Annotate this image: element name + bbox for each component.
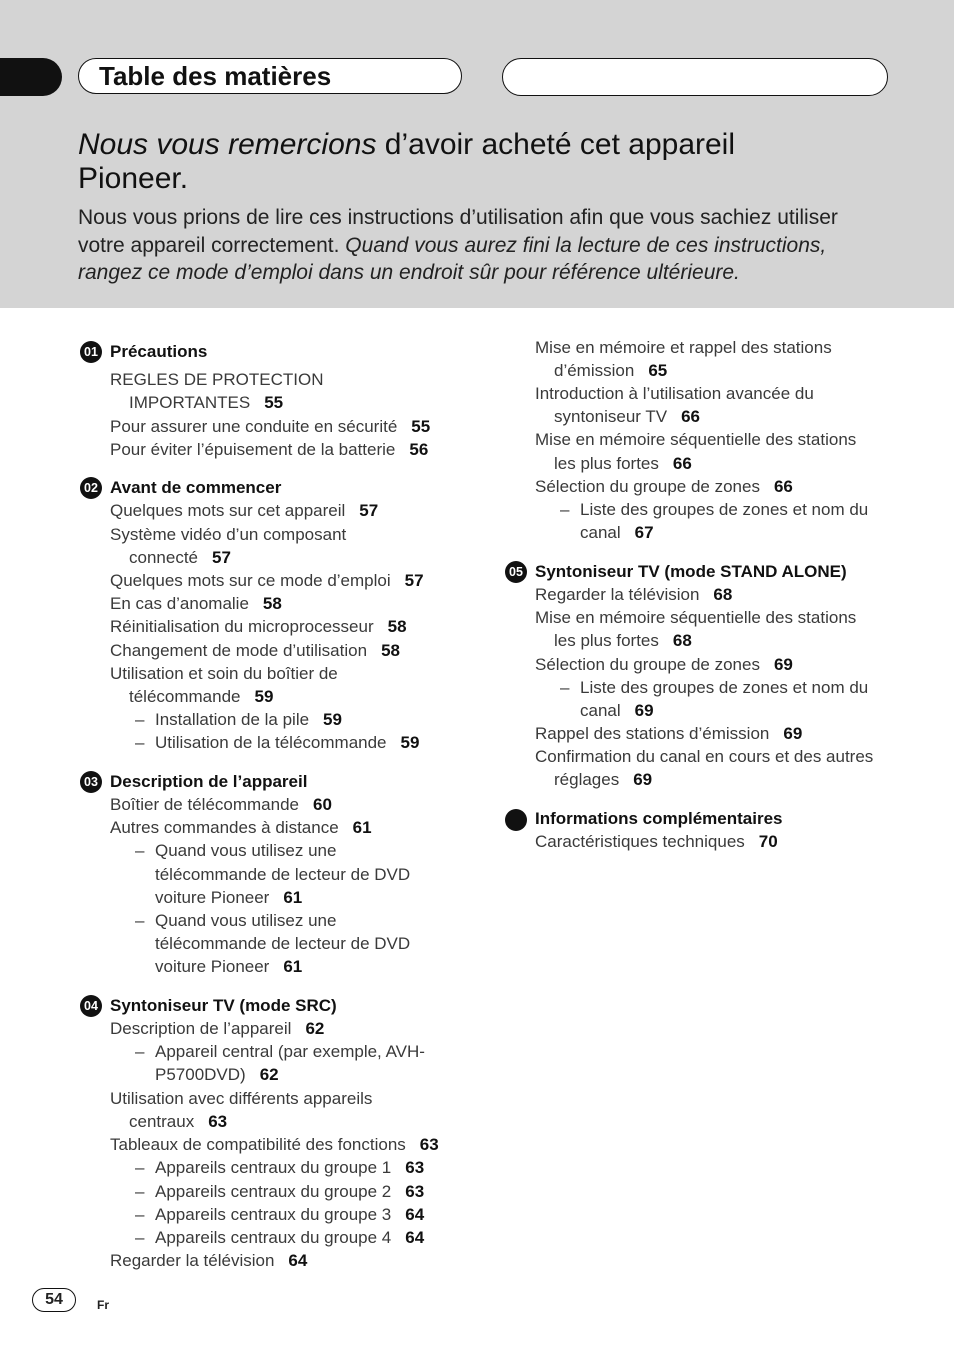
- toc-entry-cont[interactable]: réglages 69: [554, 770, 653, 789]
- toc-subentry-cont[interactable]: voiture Pioneer 61: [155, 957, 303, 976]
- toc-entry[interactable]: Description de l’appareil 62: [110, 1019, 325, 1038]
- toc-entry[interactable]: Sélection du groupe de zones 66: [535, 477, 793, 496]
- page-ref: 67: [634, 523, 654, 542]
- page-ref: 69: [783, 724, 803, 743]
- title-frame: [78, 58, 462, 94]
- intro-line2-italic: Quand vous aurez fini la lecture de ces instructions,: [339, 233, 827, 257]
- toc-entry[interactable]: Pour éviter l’épuisement de la batterie 56: [110, 440, 429, 459]
- toc-subentry-cont[interactable]: télécommande de lecteur de DVD: [155, 934, 411, 953]
- page-ref: 61: [283, 957, 303, 976]
- page-ref: 68: [672, 631, 692, 650]
- language-code: Fr: [97, 1298, 109, 1312]
- toc-entry[interactable]: Regarder la télévision 64: [110, 1251, 308, 1270]
- toc-entry[interactable]: Changement de mode d’utilisation 58: [110, 641, 400, 660]
- section-badge-01: 01: [80, 341, 102, 363]
- page-ref: 66: [773, 477, 793, 496]
- toc-subentry-cont[interactable]: voiture Pioneer 61: [155, 888, 303, 907]
- page-ref: 55: [264, 393, 284, 412]
- page-ref: 66: [672, 454, 692, 473]
- headline-rest: d’avoir acheté cet appareil: [376, 128, 736, 161]
- toc-entry[interactable]: Confirmation du canal en cours et des autres: [535, 747, 874, 766]
- toc-entry-cont[interactable]: télécommande 59: [129, 687, 274, 706]
- page-ref: 70: [758, 832, 778, 851]
- toc-entry[interactable]: Boîtier de télécommande 60: [110, 795, 332, 814]
- page-ref: 58: [381, 641, 400, 660]
- toc-subentry[interactable]: – Quand vous utilisez une: [135, 841, 337, 860]
- section-badge-05: 05: [505, 561, 527, 583]
- page-ref: 66: [681, 407, 700, 426]
- toc-subentry-cont[interactable]: télécommande de lecteur de DVD: [155, 865, 411, 884]
- section-tab-marker: [0, 58, 62, 96]
- toc-entry[interactable]: Système vidéo d’un composant: [110, 525, 347, 544]
- page-ref: 58: [262, 594, 282, 613]
- headline-italic: Nous vous remercions: [78, 128, 377, 161]
- intro-line3-italic: rangez ce mode d’emploi dans un endroit sûr pour référence ultérieure.: [78, 261, 740, 284]
- toc-entry[interactable]: Introduction à l’utilisation avancée du: [535, 384, 814, 403]
- headline: [78, 128, 898, 196]
- section-title-05[interactable]: Syntoniseur TV (mode STAND ALONE): [535, 562, 847, 581]
- toc-entry[interactable]: REGLES DE PROTECTION: [110, 370, 324, 389]
- intro-paragraph: [78, 204, 898, 287]
- toc-entry[interactable]: En cas d’anomalie 58: [110, 594, 282, 613]
- page-ref: 69: [773, 655, 793, 674]
- section-title-02[interactable]: Avant de commencer: [110, 478, 282, 497]
- page-ref: 57: [212, 548, 231, 567]
- intro-line2: votre appareil correctement.: [78, 233, 340, 257]
- toc-entry[interactable]: Mise en mémoire et rappel des stations: [535, 338, 832, 357]
- toc-entry-cont[interactable]: les plus fortes 66: [554, 454, 692, 473]
- toc-entry[interactable]: Mise en mémoire séquentielle des stations: [535, 430, 857, 449]
- toc-entry[interactable]: Réinitialisation du microprocesseur 58: [110, 617, 407, 636]
- toc-entry[interactable]: Mise en mémoire séquentielle des stations: [535, 608, 857, 627]
- page-ref: 55: [411, 417, 431, 436]
- page-ref: 59: [323, 710, 342, 729]
- page-ref: 60: [313, 795, 332, 814]
- toc-subentry-cont[interactable]: canal 67: [580, 523, 654, 542]
- toc-subentry[interactable]: – Appareils centraux du groupe 4 64: [135, 1228, 425, 1247]
- page-ref: 59: [254, 687, 274, 706]
- toc-entry[interactable]: Utilisation et soin du boîtier de: [110, 664, 338, 683]
- toc-subentry[interactable]: – Liste des groupes de zones et nom du: [560, 678, 869, 697]
- page-ref: 58: [387, 617, 407, 636]
- section-badge-02: 02: [80, 477, 102, 499]
- toc-entry[interactable]: Autres commandes à distance 61: [110, 818, 372, 837]
- section-title-06[interactable]: Informations complémentaires: [535, 809, 783, 828]
- toc-entry-cont[interactable]: IMPORTANTES 55: [129, 393, 284, 412]
- section-badge-04: 04: [80, 995, 102, 1017]
- page-ref: 62: [305, 1019, 325, 1038]
- toc-entry-cont[interactable]: syntoniseur TV 66: [554, 407, 700, 426]
- toc-entry[interactable]: Utilisation avec différents appareils: [110, 1089, 373, 1108]
- page-number: 54: [32, 1288, 76, 1312]
- page-ref: 57: [404, 571, 424, 590]
- empty-header-frame: [502, 58, 888, 96]
- toc-subentry[interactable]: – Liste des groupes de zones et nom du: [560, 500, 869, 519]
- page-ref: 56: [409, 440, 429, 459]
- page-title: Table des matières: [99, 61, 332, 91]
- page-ref: 64: [405, 1228, 425, 1247]
- toc-subentry[interactable]: – Appareils centraux du groupe 3 64: [135, 1205, 425, 1224]
- page-ref: 63: [405, 1182, 425, 1201]
- section-title-04[interactable]: Syntoniseur TV (mode SRC): [110, 996, 337, 1015]
- toc-entry[interactable]: Quelques mots sur cet appareil 57: [110, 501, 379, 520]
- page-ref: 69: [634, 701, 654, 720]
- toc-entry[interactable]: Pour assurer une conduite en sécurité 55: [110, 417, 431, 436]
- section-title-03[interactable]: Description de l’appareil: [110, 772, 308, 791]
- toc-subentry[interactable]: – Quand vous utilisez une: [135, 911, 337, 930]
- toc-entry[interactable]: Sélection du groupe de zones 69: [535, 655, 793, 674]
- toc-subentry-cont[interactable]: P5700DVD) 62: [155, 1065, 279, 1084]
- toc-entry[interactable]: Caractéristiques techniques 70: [535, 832, 778, 851]
- page-ref: 68: [713, 585, 733, 604]
- toc-entry[interactable]: Rappel des stations d’émission 69: [535, 724, 803, 743]
- page-ref: 63: [405, 1158, 425, 1177]
- toc-entry[interactable]: Quelques mots sur ce mode d’emploi 57: [110, 571, 424, 590]
- toc-subentry[interactable]: – Appareils centraux du groupe 2 63: [135, 1182, 425, 1201]
- section-badge-06: [505, 809, 527, 831]
- page-ref: 63: [208, 1112, 228, 1131]
- toc-entry-cont[interactable]: les plus fortes 68: [554, 631, 692, 650]
- toc-entry[interactable]: Tableaux de compatibilité des fonctions 63: [110, 1135, 439, 1154]
- intro-line1: Nous vous prions de lire ces instructions d’utilisation afin que vous sachiez utiliser: [78, 206, 838, 229]
- toc-subentry[interactable]: – Installation de la pile 59: [135, 710, 342, 729]
- section-badge-03: 03: [80, 771, 102, 793]
- page-ref: 64: [288, 1251, 308, 1270]
- page-ref: 64: [405, 1205, 425, 1224]
- headline-line2: Pioneer.: [78, 162, 189, 195]
- page-ref: 59: [400, 733, 420, 752]
- section-title-01[interactable]: Précautions: [110, 342, 208, 361]
- page-ref: 63: [419, 1135, 439, 1154]
- toc-subentry[interactable]: – Utilisation de la télécommande 59: [135, 733, 420, 752]
- toc-subentry[interactable]: – Appareils centraux du groupe 1 63: [135, 1158, 425, 1177]
- page-ref: 61: [352, 818, 372, 837]
- toc-subentry-cont[interactable]: canal 69: [580, 701, 654, 720]
- page-ref: 65: [648, 361, 668, 380]
- page-ref: 62: [259, 1065, 279, 1084]
- page-ref: 69: [633, 770, 653, 789]
- toc-subentry[interactable]: – Appareil central (par exemple, AVH-: [135, 1042, 425, 1061]
- toc-entry-cont[interactable]: centraux 63: [129, 1112, 228, 1131]
- toc-entry-cont[interactable]: d’émission 65: [554, 361, 668, 380]
- page-ref: 57: [359, 501, 379, 520]
- toc-entry[interactable]: Regarder la télévision 68: [535, 585, 733, 604]
- page-ref: 61: [283, 888, 303, 907]
- toc-entry-cont[interactable]: connecté 57: [129, 548, 231, 567]
